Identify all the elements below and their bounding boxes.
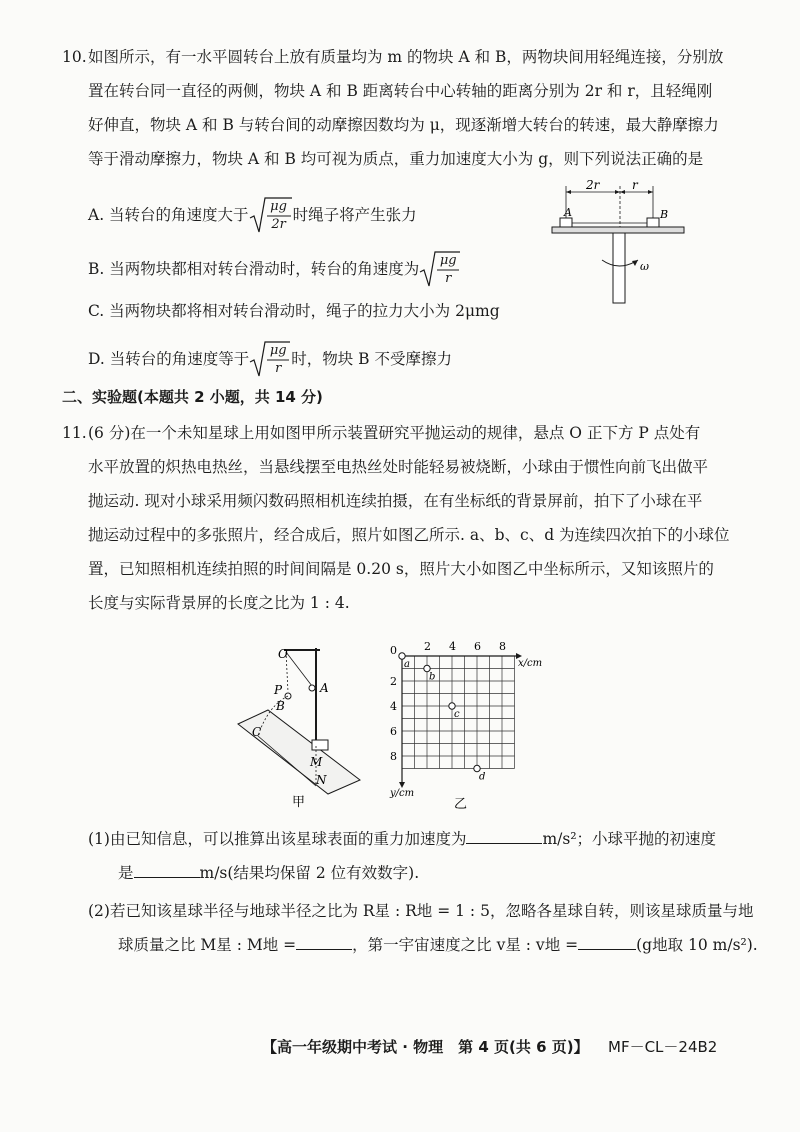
q10-number: 10. [62,48,87,66]
q10-line-1: 如图所示，有一水平圆转台上放有质量均为 m 的物块 A 和 B，两物块间用轻绳连接，分别放 [88,48,724,66]
answer-blank-mass-ratio[interactable] [296,935,352,950]
q10-option-d [88,340,452,380]
label-a: A [564,206,572,219]
sqrt-expression [249,196,293,236]
option-a-prefix: A. 当转台的角速度大于 [88,206,249,224]
answer-blank-velocity-ratio[interactable] [578,935,636,950]
fraction-numerator: μg [439,253,457,268]
q10-option-c: C. 当两物块都将相对转台滑动时，绳子的拉力大小为 2μmg [88,302,500,320]
sub1-text: (1)由已知信息，可以推算出该星球表面的重力加速度为 [88,830,467,848]
footer-code: MF－CL－24B2 [608,1038,718,1056]
point-label-c: c [454,709,460,720]
q10-line-3: 好伸直，物块 A 和 B 与转台间的动摩擦因数均为 μ，现逐渐增大转台的转速，最大静摩擦力 [88,116,719,134]
option-b-prefix: B. 当两物块都相对转台滑动时，转台的角速度为 [88,260,420,278]
option-d-suffix: 时，物块 B 不受摩擦力 [291,350,452,368]
sub1-unit: m/s²；小球平抛的初速度 [542,830,717,848]
fraction-denominator: 2r [271,217,286,232]
answer-blank-velocity[interactable] [134,863,200,878]
fraction-denominator: r [275,361,282,376]
q11-line-3: 抛运动. 现对小球采用频闪数码照相机连续拍摄，在有坐标纸的背景屏前，拍下了小球在平 [88,492,703,510]
q10-option-a [88,196,417,236]
q11-sub2-line-2 [118,934,758,956]
label-c: C [252,725,262,739]
q11-line-6: 长度与实际背景屏的长度之比为 1 : 4. [88,594,350,612]
label-r: r [632,178,638,192]
q11-line-1: (6 分)在一个未知星球上用如图甲所示装置研究平抛运动的规律，悬点 O 正下方 P 点处有 [88,424,701,442]
sub2-suffix: (g地取 10 m/s²). [636,936,758,954]
turntable-figure [548,178,688,306]
label-2r: 2r [586,178,600,192]
point-label-d: d [479,771,486,783]
figure-caption-jia: 甲 [292,795,306,810]
y-axis-label: y/cm [390,788,415,799]
x-tick: 2 [424,640,431,653]
sub2-text: ，第一宇宙速度之比 v星 : v地 = [352,936,579,954]
origin-label: 0 [390,644,397,657]
y-tick: 4 [390,700,397,713]
sqrt-expression [249,340,291,380]
answer-blank-gravity[interactable] [466,829,542,844]
x-axis-label: x/cm [518,658,543,669]
point-label-b: b [429,671,436,683]
label-p: P [274,683,283,697]
q11-line-5: 置，已知照相机连续拍照的时间间隔是 0.20 s，照片大小如图乙中坐标所示，又知该照片的 [88,560,714,578]
x-tick: 8 [499,640,506,653]
label-a: A [320,681,329,695]
label-m: M [310,755,323,769]
label-n: N [316,773,327,787]
q10-option-b [88,250,461,290]
x-tick: 4 [449,640,456,653]
omega-icon: ω [640,260,649,273]
q11-line-2: 水平放置的炽热电热丝，当悬线摆至电热丝处时能轻易被烧断，小球由于惯性向前飞出做平 [88,458,709,476]
q11-sub1-line-2 [118,862,419,884]
q10-line-4: 等于滑动摩擦力，物块 A 和 B 均可视为质点，重力加速度大小为 g，则下列说法正确的是 [88,150,704,168]
option-a-suffix: 时绳子将产生张力 [292,206,417,224]
x-tick: 6 [474,640,481,653]
y-tick: 6 [390,725,397,738]
sqrt-expression [419,250,461,290]
q11-number: 11. [62,424,87,442]
q11-sub1-line-1 [88,828,716,850]
fraction-denominator: r [445,271,452,286]
point-label-a: a [404,659,410,670]
fraction-numerator: μg [270,199,287,214]
y-tick: 8 [390,750,397,763]
sub1-suffix: m/s(结果均保留 2 位有效数字). [199,864,420,882]
figure-caption-yi: 乙 [454,797,468,812]
sub1-text: 是 [118,864,134,882]
footer-page-info: 【高一年级期中考试 · 物理 第 4 页(共 6 页)】 [262,1038,589,1056]
q11-line-4: 抛运动过程中的多张照片，经合成后，照片如图乙所示. a、b、c、d 为连续四次拍下的小球位 [88,526,730,544]
photo-grid-figure-yi [388,636,558,812]
q11-sub2-line-1: (2)若已知该星球半径与地球半径之比为 R星 : R地 = 1 : 5，忽略各星球自转，则该星球质量与地 [88,902,754,920]
section-title: 二、实验题(本题共 2 小题，共 14 分) [62,388,323,406]
label-b: B [276,699,285,713]
label-o: O [278,647,288,661]
label-b: B [660,208,669,221]
y-tick: 2 [390,675,397,688]
apparatus-figure-jia [228,636,368,812]
option-d-prefix: D. 当转台的角速度等于 [88,350,250,368]
sub2-text: 球质量之比 M星 : M地 = [118,936,297,954]
fraction-numerator: μg [269,343,287,358]
q10-line-2: 置在转台同一直径的两侧，物块 A 和 B 距离转台中心转轴的距离分别为 2r 和 r，且轻绳刚 [88,82,713,100]
